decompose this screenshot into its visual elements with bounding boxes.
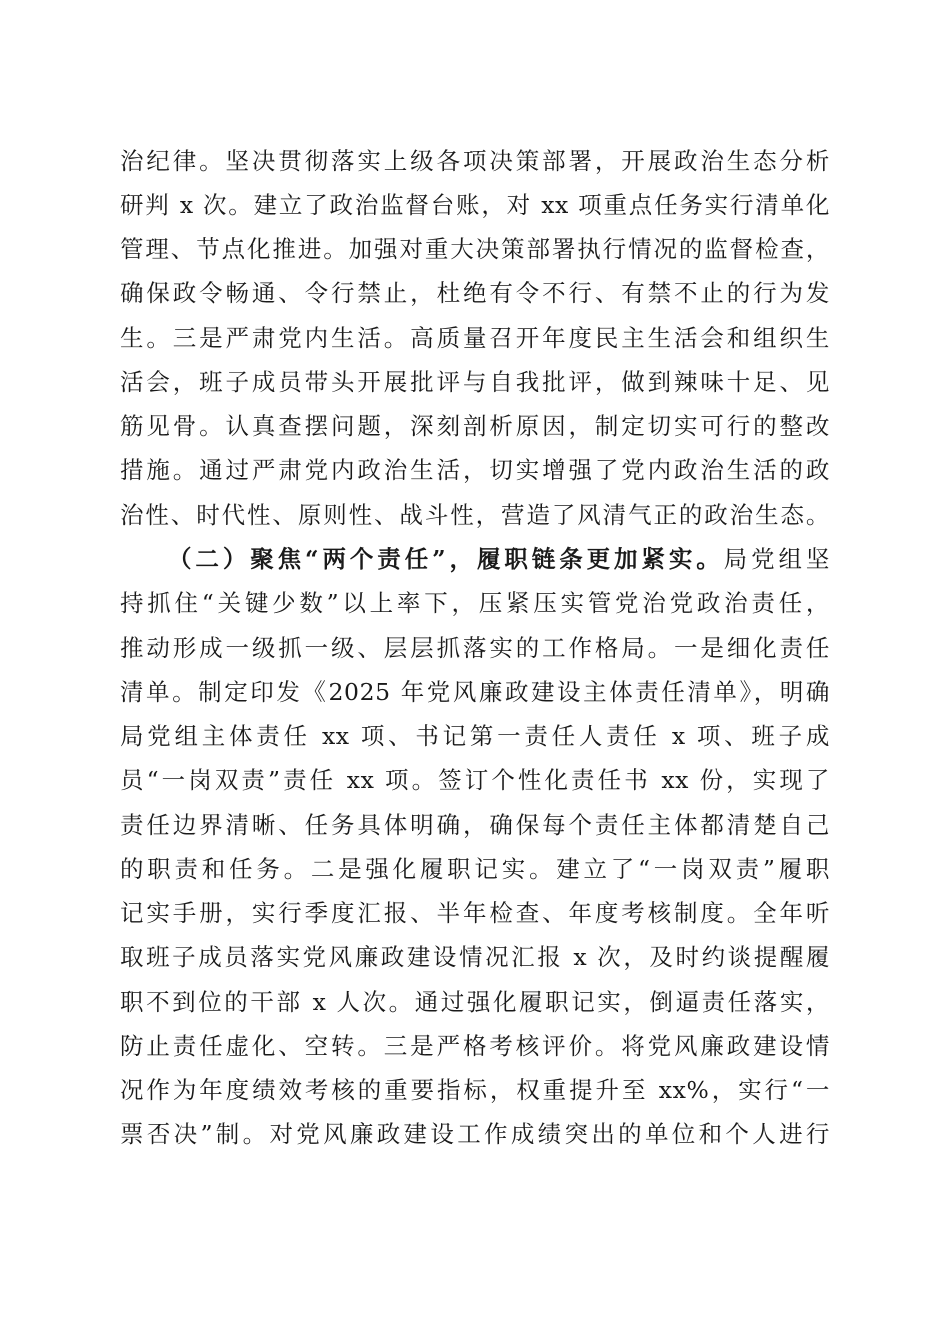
text-line-21: 防止责任虚化、空转。三是严格考核评价。将党风廉政建设情 [120,1032,830,1060]
text-line-3: 管理、节点化推进。加强对重大决策部署执行情况的监督检查， [120,235,830,263]
text-line-8: 措施。通过严肃党内政治生活，切实增强了党内政治生活的政 [120,456,830,484]
text-line-18: 记实手册，实行季度汇报、半年检查、年度考核制度。全年听 [120,899,830,927]
section-heading: （二）聚焦“两个责任”，履职链条更加紧实。 [168,545,724,573]
text-line-2: 研判 x 次。建立了政治监督台账，对 xx 项重点任务实行清单化 [120,191,830,219]
text-line-17: 的职责和任务。二是强化履职记实。建立了“一岗双责”履职 [120,855,830,883]
text-line-15: 员“一岗双责”责任 xx 项。签订个性化责任书 xx 份，实现了 [120,766,830,794]
text-line-22: 况作为年度绩效考核的重要指标，权重提升至 xx%，实行“一 [120,1076,830,1104]
text-line-12: 推动形成一级抓一级、层层抓落实的工作格局。一是细化责任 [120,634,830,662]
section-heading-line [168,539,830,579]
text-line-11: 持抓住“关键少数”以上率下，压紧压实管党治党政治责任， [120,589,830,617]
text-line-16: 责任边界清晰、任务具体明确，确保每个责任主体都清楚自己 [120,811,830,839]
text-line-7: 筋见骨。认真查摆问题，深刻剖析原因，制定切实可行的整改 [120,412,830,440]
text-line-19: 取班子成员落实党风廉政建设情况汇报 x 次，及时约谈提醒履 [120,943,830,971]
text-line-9: 治性、时代性、原则性、战斗性，营造了风清气正的政治生态。 [120,501,830,529]
text-line-6: 活会，班子成员带头开展批评与自我批评，做到辣味十足、见 [120,368,830,396]
section-heading-continuation: 局党组坚 [723,545,830,573]
text-line-13: 清单。制定印发《2025 年党风廉政建设主体责任清单》，明确 [120,678,830,706]
text-line-20: 职不到位的干部 x 人次。通过强化履职记实，倒逼责任落实， [120,988,830,1016]
text-line-23: 票否决”制。对党风廉政建设工作成绩突出的单位和个人进行 [120,1120,830,1148]
text-line-5: 生。三是严肃党内生活。高质量召开年度民主生活会和组织生 [120,324,830,352]
text-line-14: 局党组主体责任 xx 项、书记第一责任人责任 x 项、班子成 [120,722,830,750]
text-line-4: 确保政令畅通、令行禁止，杜绝有令不行、有禁不止的行为发 [120,279,830,307]
text-line-1: 治纪律。坚决贯彻落实上级各项决策部署，开展政治生态分析 [120,147,830,175]
